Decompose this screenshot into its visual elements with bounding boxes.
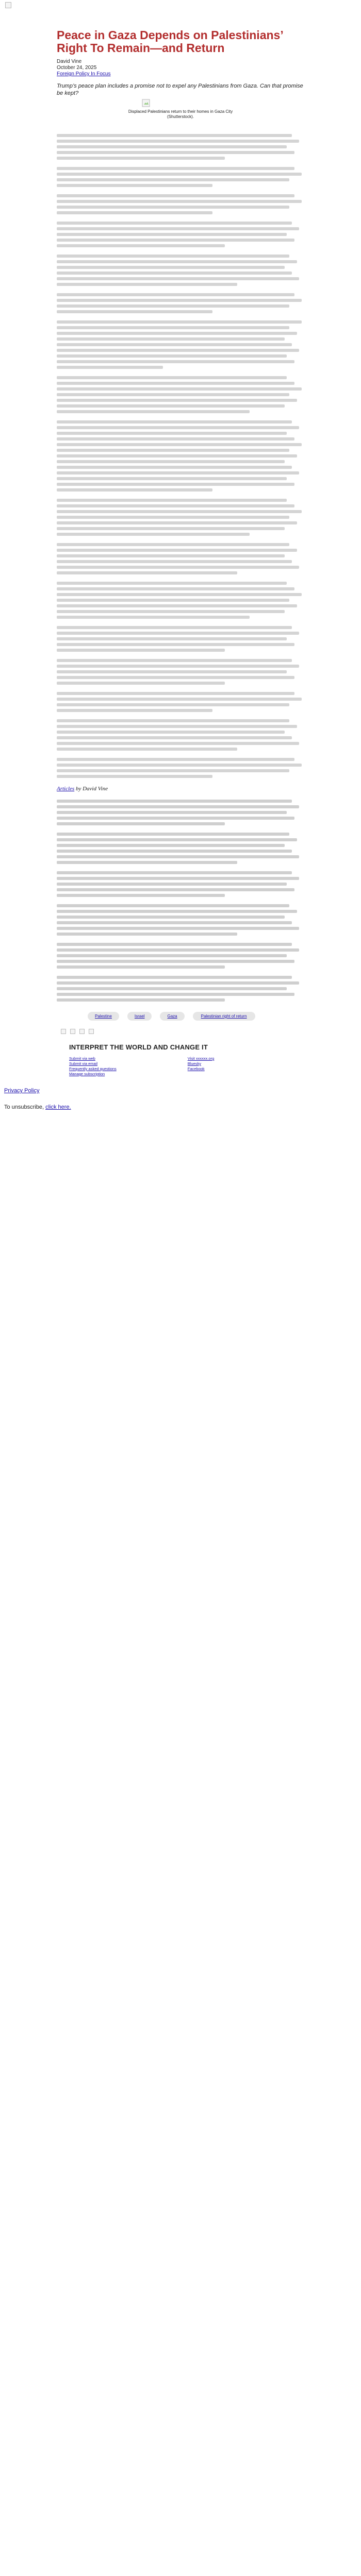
about-section <box>57 800 304 1002</box>
text-line-placeholder <box>57 549 297 552</box>
text-line-placeholder <box>57 184 212 187</box>
text-line-placeholder <box>57 527 285 530</box>
paragraph <box>57 976 304 1002</box>
logo-icon <box>5 2 11 8</box>
text-line-placeholder <box>57 454 297 457</box>
text-line-placeholder <box>57 871 292 874</box>
text-line-placeholder <box>57 976 292 979</box>
text-line-placeholder <box>57 460 285 463</box>
text-line-placeholder <box>57 244 225 247</box>
text-line-placeholder <box>57 151 294 154</box>
text-line-placeholder <box>57 533 250 536</box>
text-line-placeholder <box>57 293 294 296</box>
text-line-placeholder <box>57 758 294 761</box>
text-line-placeholder <box>57 632 299 635</box>
text-line-placeholder <box>57 582 287 585</box>
text-line-placeholder <box>57 543 289 546</box>
paragraph <box>57 293 304 313</box>
text-line-placeholder <box>57 921 292 924</box>
tag-palestinian-right-of-return[interactable]: Palestinian right of return <box>193 1012 255 1021</box>
byline-text: by David Vine <box>75 786 108 792</box>
text-line-placeholder <box>57 360 294 363</box>
text-line-placeholder <box>57 725 297 728</box>
social-icons <box>61 1029 304 1034</box>
paragraph <box>57 758 304 778</box>
broken-image-icon <box>142 99 219 107</box>
text-line-placeholder <box>57 993 294 996</box>
bluesky-link[interactable]: Bluesky <box>187 1061 201 1066</box>
text-line-placeholder <box>57 173 302 176</box>
paragraph <box>57 320 304 369</box>
image-caption: Displaced Palestinians return to their homes in Gaza City (Shutterstock). <box>128 109 233 119</box>
text-line-placeholder <box>57 676 294 679</box>
text-line-placeholder <box>57 626 292 629</box>
text-line-placeholder <box>57 954 287 957</box>
text-line-placeholder <box>57 742 299 745</box>
text-line-placeholder <box>57 855 299 858</box>
article-body <box>57 134 304 778</box>
privacy-policy <box>4 1088 361 1094</box>
text-line-placeholder <box>57 587 294 590</box>
text-line-placeholder <box>57 393 289 396</box>
paragraph <box>57 376 304 413</box>
article-title: Peace in Gaza Depends on Palestinians’ Right To Remain—and Return <box>57 28 283 55</box>
unsubscribe-link[interactable]: click here. <box>45 1104 71 1110</box>
text-line-placeholder <box>57 483 294 486</box>
text-line-placeholder <box>57 266 285 269</box>
text-line-placeholder <box>57 665 299 668</box>
paragraph <box>57 420 304 492</box>
text-line-placeholder <box>57 504 294 507</box>
tag-israel[interactable]: Israel <box>127 1012 152 1021</box>
tag-palestine[interactable]: Palestine <box>88 1012 119 1021</box>
source-link[interactable]: Foreign Policy In Focus <box>57 71 111 77</box>
text-line-placeholder <box>57 337 285 341</box>
text-line-placeholder <box>57 748 237 751</box>
text-line-placeholder <box>57 817 294 820</box>
text-line-placeholder <box>57 904 289 907</box>
paragraph <box>57 626 304 652</box>
text-line-placeholder <box>57 833 289 836</box>
text-line-placeholder <box>57 354 287 358</box>
text-line-placeholder <box>57 310 212 313</box>
text-line-placeholder <box>57 599 289 602</box>
text-line-placeholder <box>57 703 289 706</box>
text-line-placeholder <box>57 466 292 469</box>
text-line-placeholder <box>57 420 292 423</box>
text-line-placeholder <box>57 682 225 685</box>
paragraph <box>57 692 304 712</box>
tag-list <box>88 1012 273 1021</box>
text-line-placeholder <box>57 283 237 286</box>
submit-web-link[interactable]: Submit via web <box>69 1056 95 1061</box>
text-line-placeholder <box>57 560 292 563</box>
text-line-placeholder <box>57 731 285 734</box>
text-line-placeholder <box>57 167 294 170</box>
paragraph <box>57 871 304 897</box>
paragraph <box>57 904 304 936</box>
share-icon[interactable] <box>70 1029 75 1034</box>
text-line-placeholder <box>57 709 212 712</box>
text-line-placeholder <box>57 769 289 772</box>
text-line-placeholder <box>57 157 225 160</box>
text-line-placeholder <box>57 499 287 502</box>
text-line-placeholder <box>57 194 294 197</box>
text-line-placeholder <box>57 320 302 324</box>
text-line-placeholder <box>57 604 297 607</box>
text-line-placeholder <box>57 140 299 143</box>
text-line-placeholder <box>57 488 212 492</box>
text-line-placeholder <box>57 260 297 263</box>
text-line-placeholder <box>57 277 299 280</box>
paragraph <box>57 800 304 825</box>
text-line-placeholder <box>57 659 292 662</box>
text-line-placeholder <box>57 376 287 379</box>
paragraph <box>57 582 304 619</box>
paragraph <box>57 659 304 685</box>
text-line-placeholder <box>57 227 299 230</box>
author-byline <box>57 785 304 792</box>
privacy-policy-link[interactable]: Privacy Policy <box>4 1088 40 1094</box>
article-container <box>57 0 304 1076</box>
unsubscribe-text: To unsubscribe, <box>4 1104 44 1110</box>
hero-image <box>142 99 219 107</box>
text-line-placeholder <box>57 933 237 936</box>
text-line-placeholder <box>57 239 294 242</box>
text-line-placeholder <box>57 719 289 722</box>
share-icon[interactable] <box>89 1029 94 1034</box>
text-line-placeholder <box>57 178 289 181</box>
text-line-placeholder <box>57 775 212 778</box>
footer-heading: INTERPRET THE WORLD AND CHANGE IT <box>69 1043 208 1051</box>
text-line-placeholder <box>57 332 297 335</box>
text-line-placeholder <box>57 571 237 574</box>
text-line-placeholder <box>57 233 287 236</box>
text-line-placeholder <box>57 800 292 803</box>
text-line-placeholder <box>57 134 292 137</box>
submit-email-link[interactable]: Submit via email <box>69 1061 98 1066</box>
paragraph <box>57 499 304 536</box>
paragraph <box>57 194 304 214</box>
paragraph <box>57 543 304 574</box>
text-line-placeholder <box>57 399 297 402</box>
paragraph <box>57 943 304 969</box>
text-line-placeholder <box>57 894 225 897</box>
manage-subscription-link[interactable]: Manage subscription <box>69 1072 105 1076</box>
text-line-placeholder <box>57 610 285 613</box>
text-line-placeholder <box>57 844 285 847</box>
text-line-placeholder <box>57 670 287 673</box>
text-line-placeholder <box>57 410 250 413</box>
text-line-placeholder <box>57 637 287 640</box>
text-line-placeholder <box>57 387 302 391</box>
text-line-placeholder <box>57 838 297 841</box>
text-line-placeholder <box>57 443 302 446</box>
share-icon[interactable] <box>61 1029 66 1034</box>
text-line-placeholder <box>57 211 212 214</box>
text-line-placeholder <box>57 382 294 385</box>
text-line-placeholder <box>57 145 287 148</box>
text-line-placeholder <box>57 811 287 814</box>
text-line-placeholder <box>57 366 163 369</box>
text-line-placeholder <box>57 850 292 853</box>
text-line-placeholder <box>57 960 294 963</box>
text-line-placeholder <box>57 698 302 701</box>
text-line-placeholder <box>57 736 292 739</box>
text-line-placeholder <box>57 927 299 930</box>
author-name: David Vine <box>57 59 82 64</box>
publish-date: October 24, 2025 <box>57 65 97 71</box>
text-line-placeholder <box>57 404 285 408</box>
unsubscribe-line <box>4 1104 361 1110</box>
text-line-placeholder <box>57 432 287 435</box>
text-line-placeholder <box>57 521 297 524</box>
text-line-placeholder <box>57 343 292 346</box>
text-line-placeholder <box>57 255 289 258</box>
text-line-placeholder <box>57 516 289 519</box>
text-line-placeholder <box>57 998 225 1002</box>
paragraph <box>57 167 304 187</box>
text-line-placeholder <box>57 593 302 596</box>
text-line-placeholder <box>57 299 302 302</box>
text-line-placeholder <box>57 888 294 891</box>
text-line-placeholder <box>57 643 294 646</box>
text-line-placeholder <box>57 477 287 480</box>
text-line-placeholder <box>57 222 292 225</box>
article-lede: Trump’s peace plan includes a promise not to expel any Palestinians from Gaza. Can that promise be kept? <box>57 83 303 96</box>
paragraph <box>57 833 304 864</box>
text-line-placeholder <box>57 206 289 209</box>
text-line-placeholder <box>57 916 285 919</box>
website-link[interactable]: Visit xxxxxx.org <box>187 1056 215 1061</box>
share-icon[interactable] <box>79 1029 85 1034</box>
articles-link[interactable]: Articles <box>57 786 75 792</box>
text-line-placeholder <box>57 554 285 557</box>
text-line-placeholder <box>57 910 297 913</box>
tag-gaza[interactable]: Gaza <box>160 1012 184 1021</box>
text-line-placeholder <box>57 981 299 985</box>
text-line-placeholder <box>57 822 225 825</box>
text-line-placeholder <box>57 948 299 952</box>
text-line-placeholder <box>57 437 294 440</box>
article-meta <box>57 59 304 77</box>
footer-col-submit <box>69 1056 117 1076</box>
text-line-placeholder <box>57 304 289 308</box>
footer-col-social <box>188 1056 215 1076</box>
text-line-placeholder <box>57 326 289 329</box>
facebook-link[interactable]: Facebook <box>187 1066 205 1071</box>
text-line-placeholder <box>57 449 289 452</box>
text-line-placeholder <box>57 883 287 886</box>
text-line-placeholder <box>57 426 299 429</box>
text-line-placeholder <box>57 471 299 474</box>
text-line-placeholder <box>57 965 225 969</box>
text-line-placeholder <box>57 805 299 808</box>
text-line-placeholder <box>57 510 302 513</box>
text-line-placeholder <box>57 272 292 275</box>
text-line-placeholder <box>57 616 250 619</box>
paragraph <box>57 719 304 751</box>
text-line-placeholder <box>57 987 287 990</box>
paragraph <box>57 134 304 160</box>
text-line-placeholder <box>57 877 299 880</box>
text-line-placeholder <box>57 692 294 695</box>
footer-columns <box>69 1056 304 1076</box>
paragraph <box>57 222 304 247</box>
text-line-placeholder <box>57 861 237 864</box>
text-line-placeholder <box>57 566 299 569</box>
text-line-placeholder <box>57 200 302 203</box>
faq-link[interactable]: Frequently asked questions <box>69 1066 117 1071</box>
text-line-placeholder <box>57 649 225 652</box>
text-line-placeholder <box>57 349 299 352</box>
paragraph <box>57 255 304 286</box>
text-line-placeholder <box>57 764 302 767</box>
text-line-placeholder <box>57 943 292 946</box>
